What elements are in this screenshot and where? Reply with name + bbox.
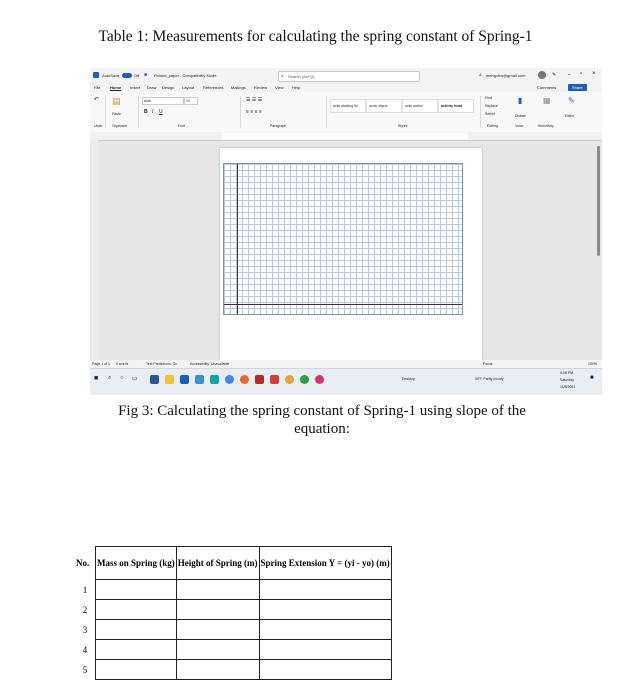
title-bar [90, 68, 602, 83]
align-icon[interactable]: ≡ ≡ ≡ ≡ [246, 109, 262, 115]
search-box[interactable] [278, 71, 420, 82]
mass-cell[interactable] [96, 600, 177, 620]
menu-references[interactable]: References [203, 85, 224, 90]
taskbar [90, 368, 602, 395]
voice-group-label: Voice [515, 124, 524, 128]
user-email[interactable]: mengxhw@gmail.com [486, 73, 526, 78]
focus-button[interactable]: Focus [483, 362, 493, 366]
mass-cell[interactable] [96, 640, 177, 660]
document-title: Poland_paper - Compatibility Mode [154, 73, 217, 78]
menu-home[interactable]: Home [110, 85, 122, 90]
editor-icon[interactable]: ✎ [568, 96, 575, 105]
clock-time[interactable]: 9:06 PM [560, 371, 574, 375]
mass-cell[interactable] [96, 620, 177, 640]
paragraph-group-label: Paragraph [270, 124, 287, 128]
clock-date: 11/5/2022 [560, 385, 576, 389]
extension-cell[interactable] [259, 660, 391, 680]
undo-icon[interactable]: ↶ [94, 97, 100, 103]
weather-widget[interactable]: 69°F Partly cloudy [475, 377, 504, 381]
menu-file[interactable]: File [94, 85, 101, 90]
editor-button[interactable]: Editor [565, 114, 575, 118]
editing-group-label: Editing [487, 124, 498, 128]
autosave-state: Off [134, 73, 140, 78]
figure-caption: Fig 3: Calculating the spring constant of Spring-1 using slope of the equation: [118, 403, 526, 437]
table-title: Table 1: Measurements for calculating the spring constant of Spring-1 [98, 28, 533, 45]
menu-bar [90, 83, 602, 92]
select-button[interactable]: Select [485, 112, 495, 116]
row-number: 5 [82, 664, 88, 675]
replace-button[interactable]: Replace [485, 104, 498, 108]
x-axis-line [224, 304, 462, 305]
find-button[interactable]: Find [485, 96, 492, 100]
word-taskbar-icon[interactable] [150, 375, 159, 384]
height-cell[interactable] [176, 580, 259, 600]
sensitivity-icon[interactable]: ▦ [543, 96, 551, 105]
extension-cell[interactable] [259, 580, 391, 600]
zoom-level[interactable]: 100% [588, 362, 597, 366]
menu-layout[interactable]: Layout [182, 85, 195, 90]
menu-help[interactable]: Help [292, 85, 301, 90]
app-icon[interactable] [270, 375, 279, 384]
height-cell[interactable] [176, 660, 259, 680]
paste-icon[interactable]: ▤ [112, 96, 121, 106]
search-placeholder: Search (Alt+Q) [288, 74, 315, 79]
mass-cell[interactable] [96, 660, 177, 680]
row-number: 1 [82, 584, 88, 595]
table-row [75, 620, 391, 640]
menu-draw[interactable]: Draw [147, 85, 157, 90]
avatar[interactable] [538, 71, 546, 79]
page-count: Page 1 of 1 [92, 362, 110, 366]
menu-insert[interactable]: Insert [130, 85, 141, 90]
mail-icon[interactable] [180, 375, 189, 384]
task-view-icon[interactable]: ○ [120, 375, 124, 381]
graph-grid [223, 163, 463, 315]
menu-design[interactable]: Design [162, 85, 175, 90]
app-icon[interactable] [315, 375, 324, 384]
word-app-icon [93, 72, 99, 78]
desktop-label[interactable]: Desktop [402, 377, 415, 381]
style-item[interactable]: activ author [402, 99, 438, 113]
header-extension: Spring Extension Y = (yi - yo) (m) [259, 547, 391, 580]
menu-mailings[interactable]: Mailings [231, 85, 246, 90]
font-size-select[interactable]: 10 [184, 97, 198, 105]
search-icon[interactable]: ⌕ [108, 375, 112, 381]
chrome-icon[interactable] [225, 375, 234, 384]
app-icon[interactable] [285, 375, 294, 384]
header-height: Height of Spring (m) [176, 547, 259, 580]
word-count: 0 words [116, 362, 129, 366]
table-row [75, 640, 391, 660]
horizontal-ruler [90, 132, 602, 141]
font-group-label: Font [178, 124, 186, 128]
row-number: 3 [82, 624, 88, 635]
vertical-scrollbar[interactable] [597, 146, 600, 256]
italic-button[interactable]: I [152, 109, 154, 115]
save-icon[interactable]: ■ [144, 72, 148, 78]
underline-button[interactable]: U [159, 109, 163, 115]
pen-icon[interactable]: ✎ [552, 72, 557, 78]
table-row [75, 600, 391, 620]
height-cell[interactable] [176, 620, 259, 640]
app-icon[interactable] [300, 375, 309, 384]
pdf-icon[interactable] [255, 375, 264, 384]
text-predictions[interactable]: Text Predictions: On [146, 362, 178, 366]
minimize-button[interactable]: – [568, 72, 571, 78]
firefox-icon[interactable] [240, 375, 249, 384]
accessibility-status[interactable]: Accessibility: Unavailable [190, 362, 230, 366]
clock-day: Saturday [560, 378, 575, 382]
status-bar [90, 360, 602, 368]
undo-group-label: Undo [94, 124, 103, 128]
row-number: 2 [82, 604, 88, 615]
warning-icon: ▲ [478, 72, 483, 78]
row-number: 4 [82, 644, 88, 655]
extension-cell[interactable] [259, 600, 391, 620]
windows-icon[interactable]: ■ [94, 375, 99, 382]
font-name-select[interactable]: Arial [142, 97, 184, 105]
style-item[interactable]: activity head [438, 99, 474, 113]
close-button[interactable]: × [592, 71, 596, 77]
table-header-row [75, 547, 391, 580]
edge-icon[interactable] [210, 375, 219, 384]
table-row [75, 660, 391, 680]
extension-cell[interactable] [259, 620, 391, 640]
styles-group-label: Styles [398, 124, 408, 128]
search-icon: ⌕ [281, 73, 284, 78]
microphone-icon[interactable]: ▮ [518, 96, 523, 105]
style-item[interactable]: activ dividing lin [330, 99, 366, 113]
dictate-button[interactable]: Dictate [515, 114, 526, 118]
vertical-ruler [90, 140, 98, 360]
menu-view[interactable]: View [275, 85, 284, 90]
measurements-table [75, 546, 392, 680]
share-button[interactable]: Share [568, 84, 587, 91]
document-page[interactable] [220, 148, 482, 360]
clipboard-group-label: Clipboard [112, 124, 127, 128]
mass-cell[interactable] [96, 580, 177, 600]
explorer-icon[interactable] [165, 375, 174, 384]
store-icon[interactable] [195, 375, 204, 384]
comments-button[interactable]: Comments [537, 85, 557, 90]
autosave-toggle[interactable] [122, 73, 132, 78]
paste-label: Paste [112, 112, 121, 116]
header-number: No. [76, 558, 90, 568]
y-axis-line [237, 164, 238, 314]
widgets-icon[interactable]: ▭ [132, 376, 138, 382]
table-row [75, 580, 391, 600]
autosave-label: AutoSave [102, 73, 120, 78]
menu-review[interactable]: Review [254, 85, 268, 90]
maximize-button[interactable]: ▫ [580, 71, 583, 77]
extension-cell[interactable] [259, 640, 391, 660]
bullets-icon[interactable]: ☰ ☰ ☰ [246, 97, 263, 103]
sensitivity-button[interactable]: Sensitivity [538, 124, 554, 128]
notification-icon[interactable]: ■ [590, 375, 594, 381]
height-cell[interactable] [176, 640, 259, 660]
header-mass: Mass on Spring (kg) [96, 547, 177, 580]
word-screenshot [90, 68, 602, 395]
bold-button[interactable]: B [144, 109, 148, 115]
style-item[interactable]: acctv object [366, 99, 402, 113]
height-cell[interactable] [176, 600, 259, 620]
ribbon [90, 92, 602, 133]
